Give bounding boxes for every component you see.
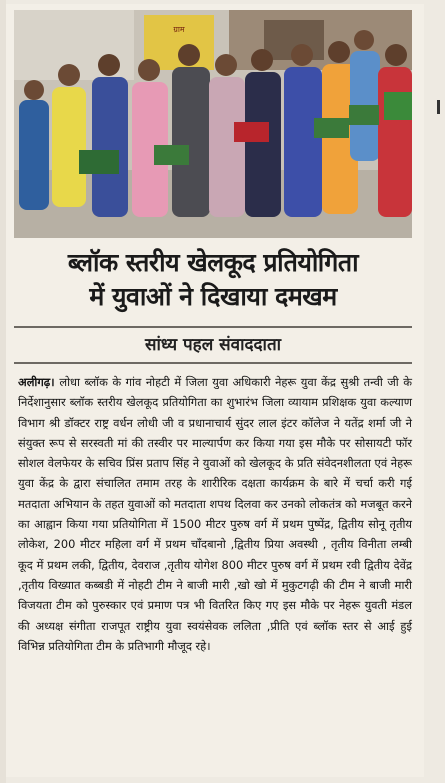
person-11 bbox=[378, 44, 412, 217]
rule-above-byline bbox=[14, 326, 412, 328]
certificate-folder bbox=[384, 92, 412, 120]
certificate-folder bbox=[314, 118, 349, 138]
headline-line-1: ब्लॉक स्तरीय खेलकूद प्रतियोगिता bbox=[67, 248, 359, 277]
certificate-folder bbox=[79, 150, 119, 174]
person-4 bbox=[132, 59, 168, 217]
banner-text: ग्राम bbox=[173, 25, 185, 34]
adjacent-column-mark bbox=[437, 100, 440, 114]
headline-line-2: में युवाओं ने दिखाया दमखम bbox=[89, 282, 337, 311]
person-3 bbox=[92, 54, 128, 217]
article-body bbox=[18, 372, 412, 656]
group-photo-illustration bbox=[14, 10, 412, 238]
certificate-folder bbox=[234, 122, 269, 142]
news-photo bbox=[14, 10, 412, 238]
headline bbox=[14, 246, 412, 314]
byline: सांध्य पहल संवाददाता bbox=[144, 335, 282, 355]
person-5 bbox=[172, 44, 210, 217]
certificate-folder bbox=[349, 105, 379, 125]
dateline-place: अलीगढ़। bbox=[18, 375, 60, 389]
article-text: लोधा ब्लॉक के गांव नोहटी में जिला युवा अधिकारी नेहरू युवा केंद्र सुश्री तन्वी जी के निर्देशानुसार ब्लॉक स्तरीय खेलकूद प्रतियोगिता का शुभारंभ जिला व्यायाम प्रशिक्षक युवा कल्याण विभाग श्री डॉक्टर राष्ट्र वर्धन लोधी जी व प्रधानाचार्य सुंदर लाल इंटर कॉलेज ने यतेंद्र शर्मा जी ने संयुक्त रूप से सरस्वती मां की तस्वीर पर माल्यार्पण कर किया गया इस मौके पर सोसायटी फॉर सोशल वेलफेयर के सचिव प्रिंस प्रताप सिंह ने युवाओं को खेलकूद के प्रति संवेदनशीलता एवं नेहरू युवा केंद्र के द्वारा संचालित तमाम तरह के शारीरिक दक्षता कार्यक्रम के बारे में चर्चा करी गई मतदाता अभियान के तहत युवाओं को मतदाता शपथ दिलवा कर उनको लोकतंत्र को मजबूत करने का आह्वान किया गया प्रतियोगिता में 1500 मीटर पुरुष वर्ग में प्रथम पुष्पेंद्र, द्वितीय सोनू तृतीय लोकेश, 200 मीटर महिला वर्ग में प्रथम चाँदबानो ,द्वितीय प्रिया अवस्थी , तृतीय विनीता लम्बी कूद में प्रथम लकी, द्वितीय, देवराज ,तृतीय योगेश 800 मीटर पुरुष वर्ग में प्रथम रवी द्वितीय देवेंद्र ,तृतीय विख्यात कब्बडी में नोहटी टीम ने बाजी मारी ,खो खो में मुकुटगढ़ी की टीम ने बाजी मारी विजयता टीम को पुरुस्कार एवं प्रमाण पत्र भी वितरित किए गए इस मौके पर नेहरू युवती मंडल की अध्यक्ष संगीता राजपूत राष्ट्रीय युवा स्वयंसेवक ललिता ,प्रीति एवं ब्लॉक स्तर से आई हुई विभिन्न प्रतियोगिता टीम के प्रतिभागी मौजूद रहे। bbox=[18, 375, 413, 653]
rule-below-byline bbox=[14, 362, 412, 364]
certificate-folder bbox=[154, 145, 189, 165]
